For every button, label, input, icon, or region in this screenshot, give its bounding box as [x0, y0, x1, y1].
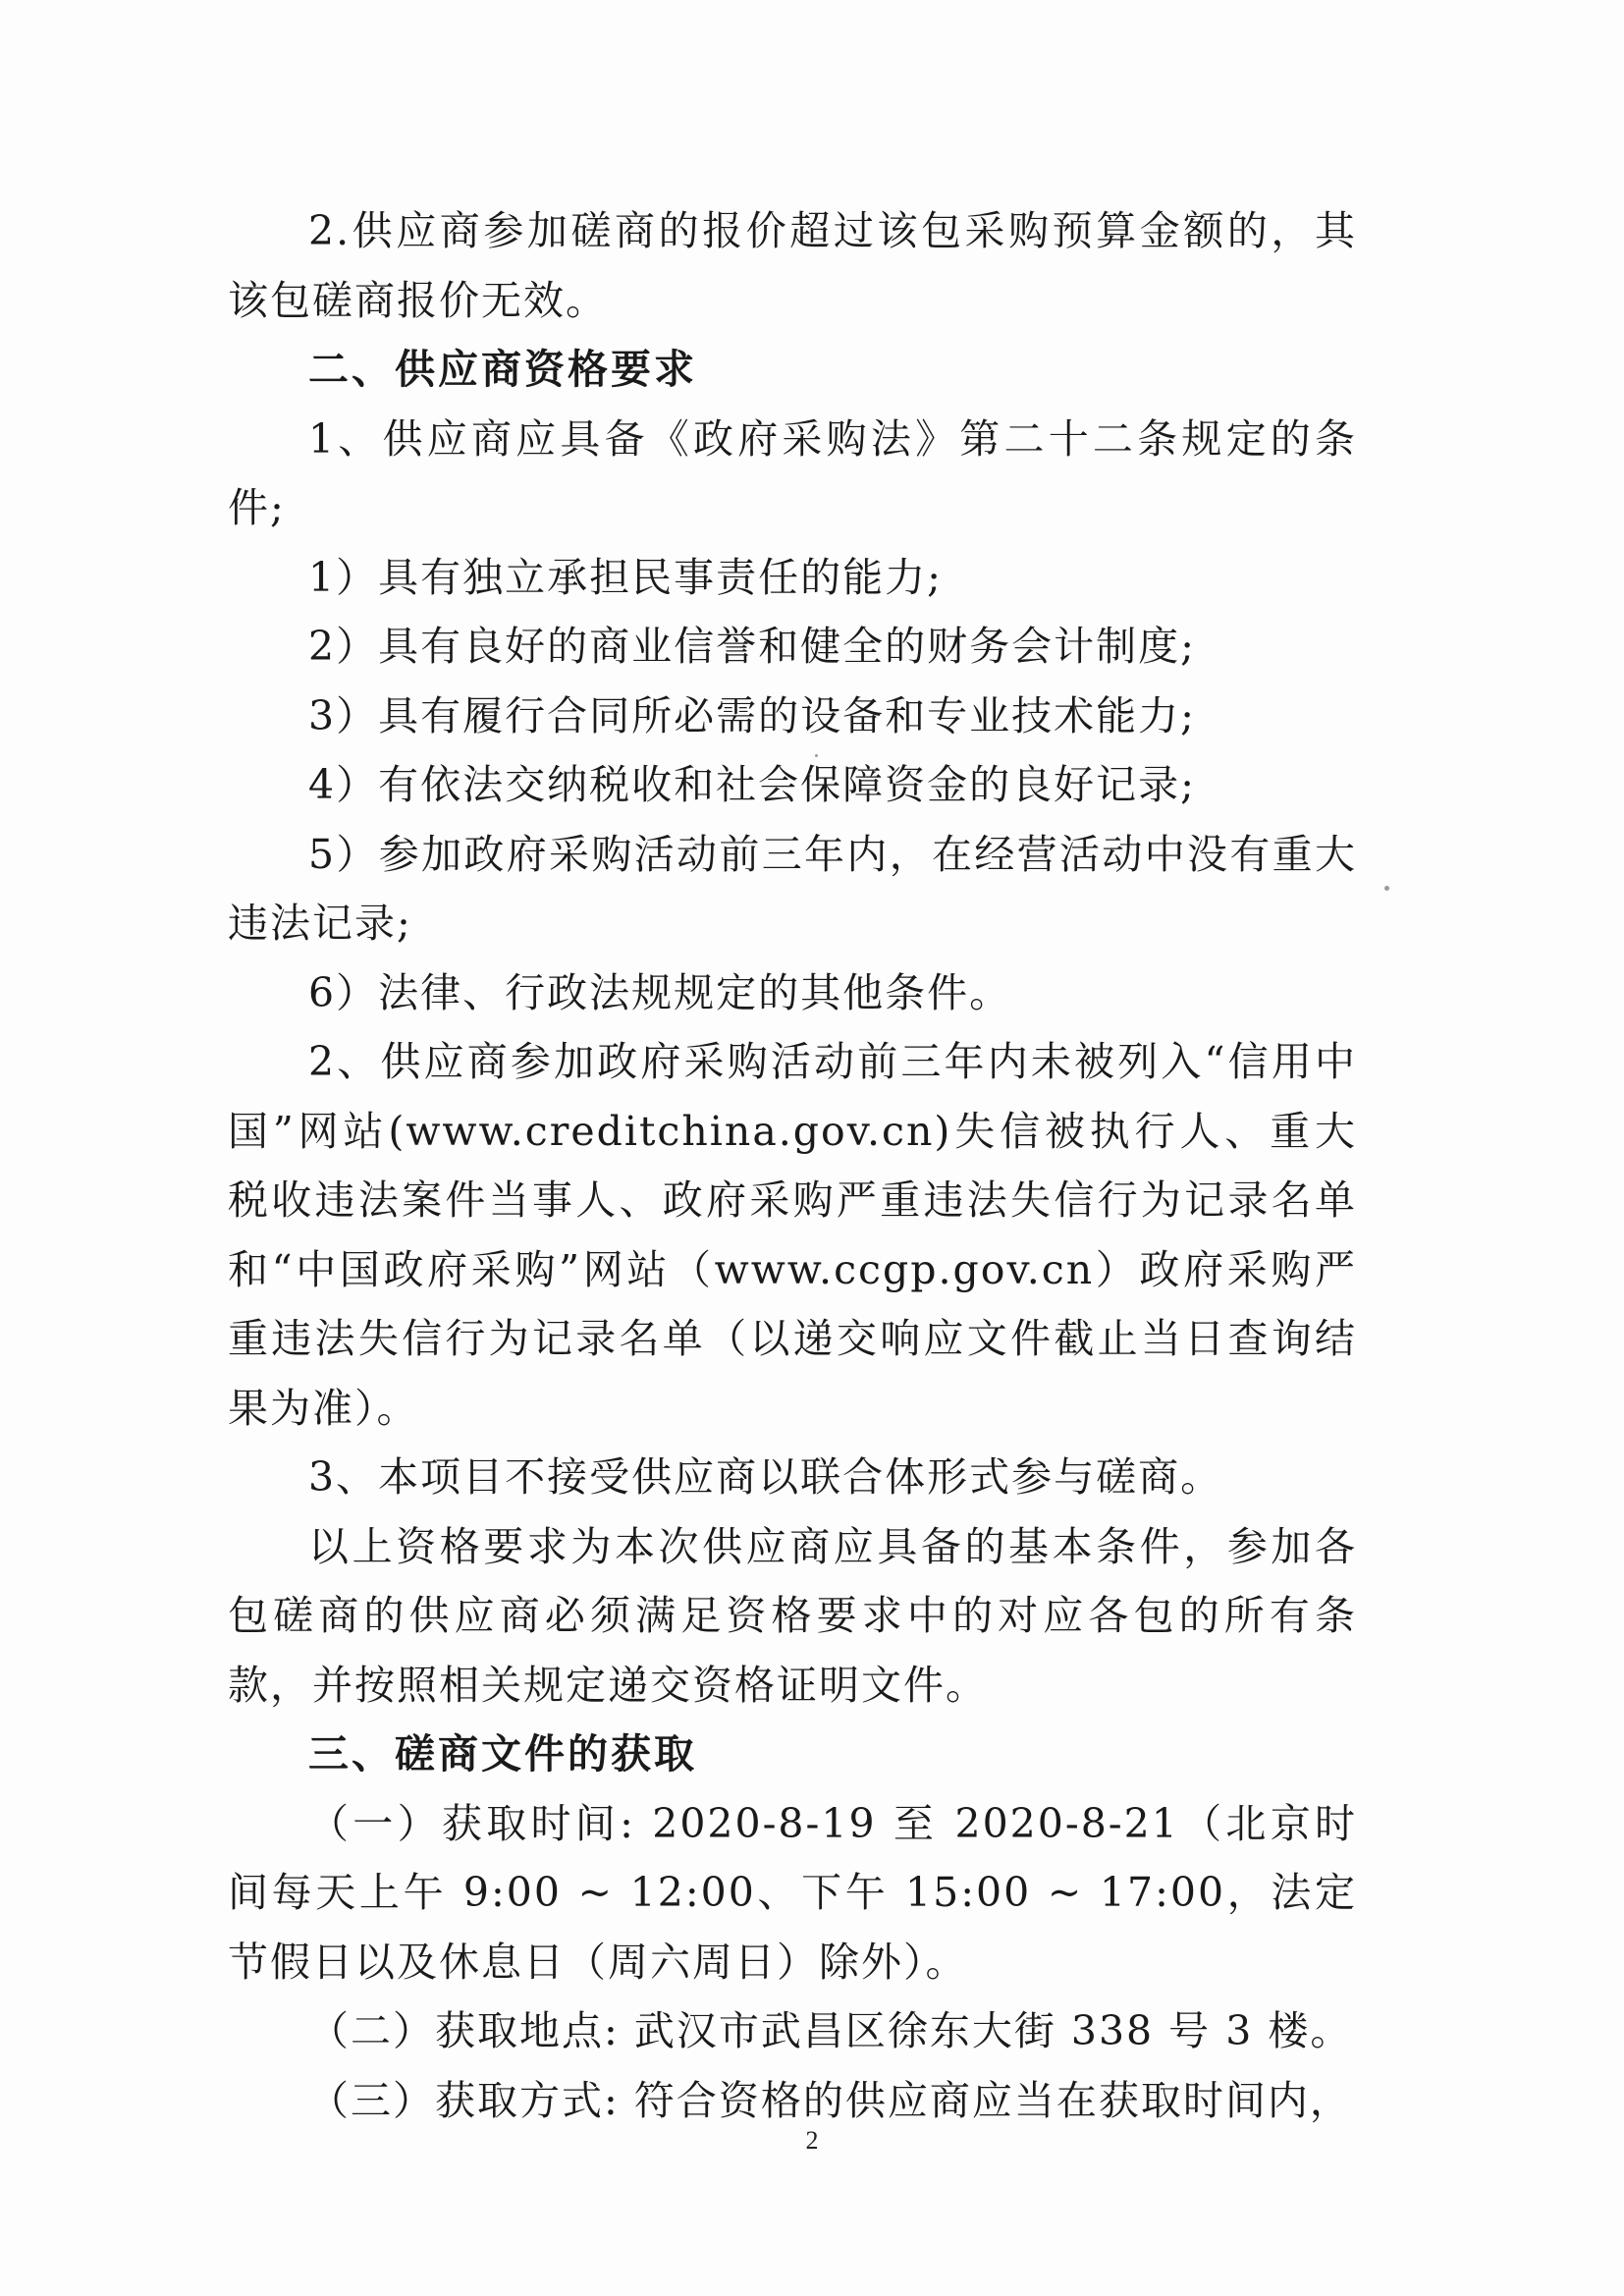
page-number: 2	[805, 2126, 819, 2155]
paragraph-qualification-summary: 以上资格要求为本次供应商应具备的基本条件，参加各包磋商的供应商必须满足资格要求中的对应各包的所有条款，并按照相关规定递交资格证明文件。	[228, 1522, 1357, 1709]
section-heading-qualifications: 二、供应商资格要求	[308, 346, 697, 393]
list-item-civil-liability: 1）具有独立承担民事责任的能力;	[308, 553, 943, 601]
list-item-other-conditions: 6）法律、行政法规规定的其他条件。	[308, 968, 1012, 1016]
document-body	[228, 196, 1357, 2135]
section-heading-document-acquisition: 三、磋商文件的获取	[308, 1730, 697, 1777]
paragraph-credit-blacklist: 2、供应商参加政府采购活动前三年内未被列入“信用中国”网站(www.creditchina.gov.cn)失信被执行人、重大税收违法案件当事人、政府采购严重违法失信行为记录名单和“中国政府采购”网站（www.ccgp.gov.cn）政府采购严重违法失信行为记录名单（以递交响应文件截止当日查询结果为准）。	[228, 1038, 1357, 1432]
paragraph-acquisition-time: （一）获取时间: 2020-8-19 至 2020-8-21（北京时间每天上午 9:00 ~ 12:00、下午 15:00 ~ 17:00，法定节假日以及休息日（周六周日）除外）。	[228, 1799, 1357, 1986]
list-item-business-reputation: 2）具有良好的商业信誉和健全的财务会计制度;	[308, 623, 1196, 670]
paragraph-procurement-law-conditions: 1、供应商应具备《政府采购法》第二十二条规定的条件;	[228, 414, 1357, 531]
paragraph-acquisition-location: （二）获取地点: 武汉市武昌区徐东大街 338 号 3 楼。	[308, 2007, 1353, 2054]
scan-speck	[1384, 886, 1389, 891]
list-item-tax-social-security: 4）有依法交纳税收和社会保障资金的良好记录;	[308, 761, 1196, 808]
list-item-equipment-capability: 3）具有履行合同所必需的设备和专业技术能力;	[308, 691, 1196, 739]
list-item-no-violation-record: 5）参加政府采购活动前三年内，在经营活动中没有重大违法记录;	[228, 830, 1357, 947]
scan-speck	[815, 754, 818, 757]
paragraph-no-consortium: 3、本项目不接受供应商以联合体形式参与磋商。	[308, 1453, 1223, 1501]
paragraph-acquisition-method: （三）获取方式: 符合资格的供应商应当在获取时间内，	[308, 2076, 1352, 2124]
paragraph-quote-overbudget: 2.供应商参加磋商的报价超过该包采购预算金额的，其该包磋商报价无效。	[228, 207, 1357, 324]
